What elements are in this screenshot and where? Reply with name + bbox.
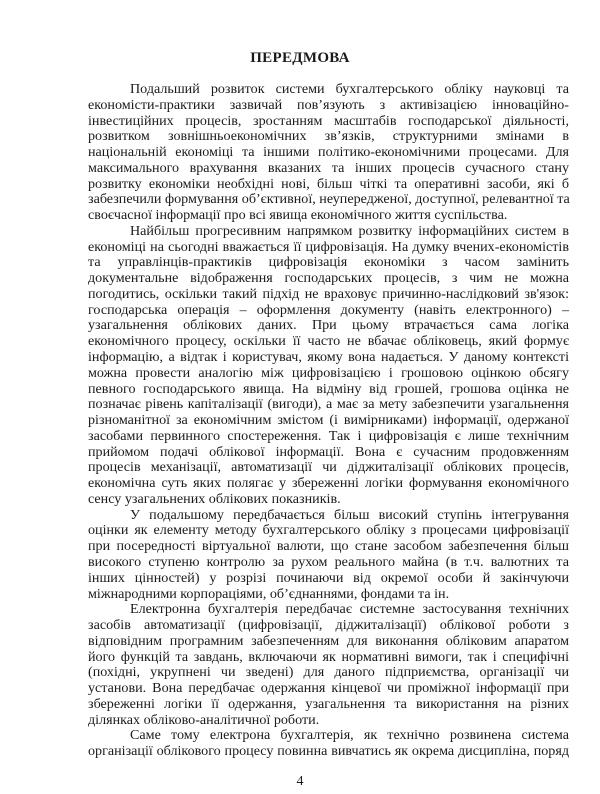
page-number: 4 — [296, 774, 304, 789]
text-line: певного господарського явища. На відміну від грошей, грошова оцінка не — [88, 380, 569, 397]
text-line: забезпечили формування об’єктивної, неупередженої, доступної, релевантної та — [88, 191, 570, 208]
text-line: максимального врахування вказаних та інших процесів сучасного стану — [88, 159, 569, 176]
text-line: прийомом подачі облікової інформації. Вона є сучасним продовженням — [88, 443, 569, 460]
text-line: Саме тому електрона бухгалтерія, як технічно розвинена система — [130, 727, 569, 744]
text-line: різноманітної за економічним змістом (і вимірниками) інформації, одержаної — [88, 412, 569, 429]
text-line: економісти-практики зазвичай пов’язують з активізацією інноваційно- — [88, 96, 569, 113]
paragraph — [88, 728, 569, 760]
text-line: його функцій та завдань, включаючи як нормативні вимоги, так і специфічні — [88, 648, 569, 665]
text-line: при посередності віртуальної валюти, що стане засобом забезпечення більш — [88, 538, 569, 555]
text-line: процесів механізації, автоматизації чи діджиталізації облікових процесів, — [88, 459, 569, 476]
text-line: високого ступеню контролю за рухом реального майна (в т.ч. валютних та — [88, 553, 569, 570]
text-line: національній економіці та іншими політико-економічними процесами. Для — [88, 144, 569, 161]
text-line: У подальшому передбачається більш високий ступінь інтегрування — [130, 506, 569, 523]
document-body — [88, 82, 569, 760]
text-line: засобів автоматизації (цифровізації, діджиталізації) облікової роботи з — [88, 617, 569, 634]
text-line: оцінки як елементу методу бухгалтерського обліку з процесами цифровізації — [88, 522, 569, 539]
paragraph — [88, 224, 569, 508]
paragraph — [88, 82, 569, 224]
text-line: розвитку економіки необхідні нові, більш чіткі та оперативні засоби, які б — [88, 175, 569, 192]
text-line: економічного процесу, оскільки її часто не вбачає обліковець, який формує — [88, 333, 569, 350]
text-line: інвестиційних процесів, зростанням масштабів господарської діяльності, — [88, 112, 569, 129]
text-line: документальне відображення господарських процесів, з чим не можна — [88, 270, 569, 287]
text-line: збереженні логіки її одержання, узагальнення та використання на різних — [88, 695, 569, 712]
text-line: відповідним програмним забезпеченням для виконання обліковим апаратом — [88, 632, 569, 649]
text-line: можна провести аналогію між цифровізацією і грошовою оцінкою обсягу — [88, 364, 569, 381]
text-line: господарська операція – оформлення документу (навіть електронного) – — [88, 301, 569, 318]
text-line: ділянках обліково-аналітичної роботи. — [88, 711, 320, 728]
text-line: економіці на сьогодні вважається її цифровізація. На думку вчених-економістів — [88, 238, 569, 255]
text-line: інших цінностей) у розрізі починаючи від окремої особи й закінчуючи — [88, 569, 569, 586]
text-line: своєчасної інформації про всі явища економічного життя суспільства. — [88, 207, 508, 224]
page-title: ПЕРЕДМОВА — [250, 50, 350, 66]
paragraph — [88, 602, 569, 728]
text-line: (похідні, укрупнені чи зведені) для даного підприємства, організації чи — [88, 664, 569, 681]
text-line: міжнародними корпораціями, об’єднаннями, фондами та ін. — [88, 585, 450, 602]
text-line: та управлінців-практиків цифровізація економіки з часом замінить — [88, 254, 569, 271]
text-line: розвитком зовнішньоекономічних зв’язків, структурними змінами в — [88, 128, 569, 145]
text-line: економічна суть яких полягає у збереженні логіки формування економічного — [88, 475, 569, 492]
text-line: позначає рівень капіталізації (вигоди), а має за мету забезпечити узагальнення — [88, 396, 569, 413]
text-line: організації облікового процесу повинна вивчатись як окрема дисципліна, поряд — [88, 743, 569, 760]
text-line: установи. Вона передбачає одержання кінцевої чи проміжної інформації при — [88, 680, 569, 697]
text-line: інформацію, а відтак і користувач, якому вона надається. У даному контексті — [88, 349, 569, 366]
text-line: узагальнення облікових даних. При цьому втрачається сама логіка — [88, 317, 569, 334]
text-line: Найбільш прогресивним напрямком розвитку інформаційних систем в — [130, 222, 569, 239]
text-line: погодитись, оскільки такий підхід не враховує причинно-наслідковий зв'язок: — [88, 285, 569, 302]
text-line: Подальший розвиток системи бухгалтерського обліку науковці та — [130, 81, 569, 97]
text-line: Електронна бухгалтерія передбачає системне застосування технічних — [130, 601, 569, 618]
text-line: засобами первинного спостереження. Так і цифровізація є лише технічним — [88, 427, 569, 444]
text-line: сенсу узагальнених облікових показників. — [88, 490, 341, 507]
paragraph — [88, 508, 569, 603]
